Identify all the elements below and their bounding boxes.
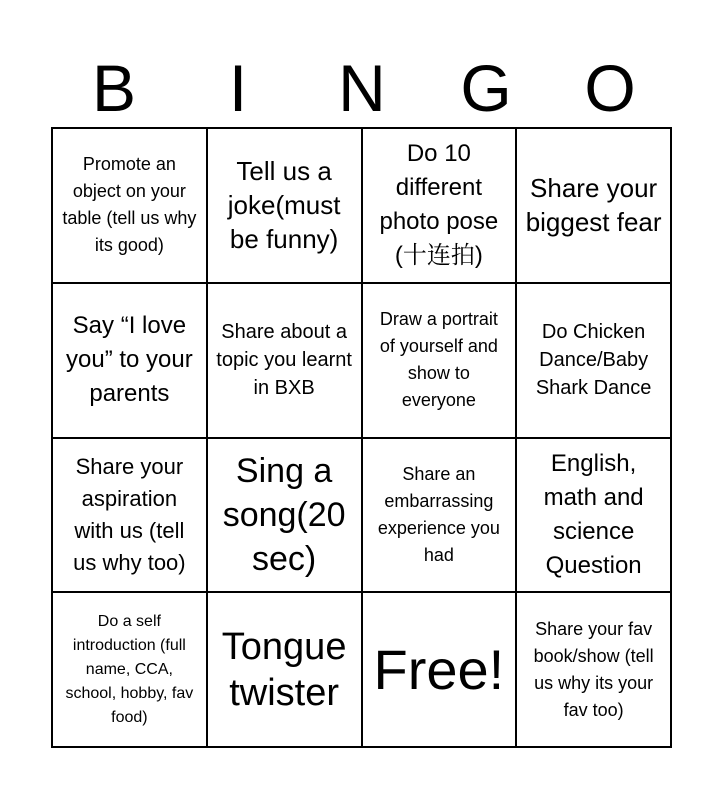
bingo-cell[interactable]	[52, 128, 207, 283]
cell-text: Tell us a joke(must be funny)	[227, 156, 341, 255]
bingo-cell[interactable]	[52, 592, 207, 747]
bingo-cell[interactable]	[362, 438, 517, 593]
cell-text: Share about a topic you learnt in BXB	[216, 321, 352, 400]
cell-text: Say “I love you” to your parents	[66, 312, 193, 408]
bingo-header	[52, 48, 672, 128]
cell-text: Share your fav book/show (tell us why its your fav too)	[533, 618, 654, 720]
header-letter-o: O	[584, 51, 636, 125]
cell-text: Share your biggest fear	[525, 173, 662, 238]
cell-text: Draw a portrait of yourself and show to everyone	[379, 309, 498, 411]
cell-text: Free!	[373, 637, 505, 701]
cell-text: Do 10 different photo pose (十连拍)	[379, 140, 499, 270]
cell-text: English, math and science Question	[543, 449, 644, 579]
bingo-grid	[51, 127, 672, 748]
bingo-cell[interactable]	[362, 128, 517, 283]
bingo-cell[interactable]	[516, 283, 671, 438]
bingo-cell[interactable]	[207, 128, 362, 283]
bingo-cell[interactable]	[516, 592, 671, 747]
header-letter-b: B	[91, 51, 137, 125]
header-letter-i: I	[228, 51, 248, 125]
bingo-cell-free[interactable]	[362, 592, 517, 747]
bingo-cell[interactable]	[362, 283, 517, 438]
bingo-cell[interactable]	[516, 438, 671, 593]
bingo-cell[interactable]	[207, 438, 362, 593]
cell-text: Sing a song(20 sec)	[222, 451, 346, 578]
cell-text: Do a self introduction (full name, CCA, school, hobby, fav food)	[65, 612, 194, 726]
cell-text: Share an embarrassing experience you had	[377, 463, 500, 565]
cell-text: Promote an object on your table (tell us why its good)	[62, 154, 197, 256]
cell-text: Do Chicken Dance/Baby Shark Dance	[535, 321, 652, 400]
bingo-cell[interactable]	[52, 438, 207, 593]
cell-text: Share your aspiration with us (tell us why too)	[73, 453, 186, 575]
cell-text: Tongue twister	[221, 625, 347, 714]
bingo-cell[interactable]	[207, 592, 362, 747]
bingo-cell[interactable]	[52, 283, 207, 438]
header-letter-g: G	[460, 51, 512, 125]
bingo-cell[interactable]	[207, 283, 362, 438]
header-letter-n: N	[338, 51, 386, 125]
bingo-cell[interactable]	[516, 128, 671, 283]
